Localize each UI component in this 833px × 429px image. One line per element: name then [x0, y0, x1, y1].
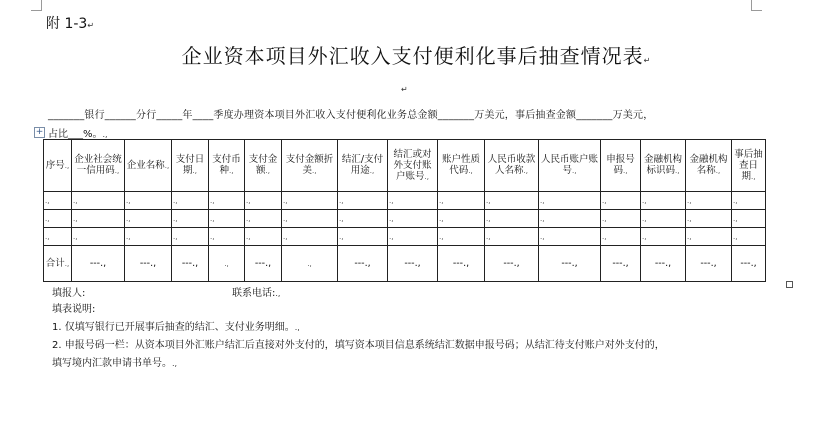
cell-end-mark: ., [642, 196, 647, 205]
total-value: ---., [503, 258, 520, 269]
cell-end-mark: ., [733, 232, 738, 241]
cell-end-mark: ., [114, 167, 120, 175]
header-label: 金融机构名称 [689, 154, 728, 176]
table-cell[interactable] [732, 210, 766, 228]
header-label: 结汇或对外支付账户账号 [393, 148, 432, 182]
cell-end-mark: ., [283, 214, 288, 223]
total-cell[interactable] [388, 246, 438, 282]
table-cell[interactable] [245, 192, 282, 210]
cell-end-mark: ., [283, 196, 288, 205]
header-cell[interactable] [172, 140, 209, 192]
header-label: 人民币账户账号 [540, 154, 598, 176]
cell-end-mark: ., [45, 196, 50, 205]
cell-end-mark: ., [192, 167, 197, 175]
cell-end-mark: ., [715, 167, 721, 175]
cell-end-mark: ., [486, 214, 491, 223]
total-value: ---., [89, 258, 107, 269]
header-label: 序号 [45, 159, 65, 171]
inspection-table [43, 139, 766, 282]
total-value: ., [307, 259, 312, 268]
cell-end-mark: ., [126, 214, 131, 223]
total-value: ---., [452, 258, 470, 269]
total-cell[interactable] [485, 246, 539, 282]
table-cell[interactable] [641, 228, 686, 246]
header-label: 事后抽查日期 [734, 148, 763, 182]
header-label: 账户性质代码 [441, 154, 480, 176]
table-cell[interactable] [388, 228, 438, 246]
instructions-heading: 填表说明: [52, 304, 96, 315]
instruction-note-2: 2. 申报号码一栏：从资本项目外汇账户结汇后直接对外支付的，填写资本项目信息系统结汇数据申报号码；从结汇待支付账户对外支付的， [52, 340, 665, 351]
table-row [44, 192, 766, 210]
cell-end-mark: ., [339, 214, 344, 223]
cell-end-mark: ., [389, 214, 394, 223]
table-cell[interactable] [388, 210, 438, 228]
header-label: 支付金额 [248, 154, 278, 176]
cell-end-mark: ., [540, 214, 545, 223]
cell-end-mark: ., [540, 196, 545, 205]
cell-end-mark: ., [751, 172, 756, 181]
total-cell[interactable] [209, 246, 245, 282]
table-cell[interactable] [172, 228, 209, 246]
table-cell[interactable] [209, 192, 245, 210]
document-title: 企业资本项目外汇收入支付便利化事后抽查情况表↵ [181, 44, 652, 68]
cell-end-mark: ., [675, 167, 680, 175]
table-cell[interactable] [282, 192, 338, 210]
table-cell[interactable] [641, 192, 686, 210]
table-cell[interactable] [245, 210, 282, 228]
filler-row [52, 284, 281, 299]
total-value: ---., [561, 258, 578, 269]
table-header-row [44, 140, 766, 192]
header-label: 支付金额折美 [285, 154, 334, 176]
table-cell[interactable] [44, 228, 72, 246]
cell-end-mark: ., [339, 232, 344, 241]
table-cell[interactable] [686, 228, 732, 246]
table-cell[interactable] [485, 192, 539, 210]
total-row [44, 246, 766, 282]
cell-end-mark: ., [523, 167, 528, 175]
total-value: ---., [354, 258, 371, 269]
total-label: 合计 [45, 257, 65, 269]
cell-end-mark: ., [312, 167, 317, 175]
cell-end-mark: ., [687, 196, 692, 205]
table-cell[interactable] [338, 192, 388, 210]
header-label: 人民币收款人名称 [487, 154, 536, 176]
cell-end-mark: ., [64, 259, 70, 268]
cell-end-mark: ., [246, 232, 251, 241]
cell-end-mark: ., [424, 172, 429, 181]
cell-end-mark: ., [439, 196, 444, 205]
table-cell[interactable] [485, 210, 539, 228]
table-cell[interactable] [245, 228, 282, 246]
summary-line-1: _______银行______分行_____年____季度办理资本项目外汇收入支付便利化业务总金额_______万美元，事后抽查金额_______万美元， [48, 110, 654, 121]
cell-end-mark: ., [389, 196, 394, 205]
table-cell[interactable] [282, 210, 338, 228]
cell-end-mark: ., [439, 232, 444, 241]
cell-end-mark: ., [45, 232, 50, 241]
cell-end-mark: ., [229, 167, 234, 175]
total-cell[interactable] [539, 246, 601, 282]
header-label: 企业社会统一信用码 [74, 154, 122, 176]
cell-end-mark: ., [642, 214, 647, 223]
table-cell[interactable] [388, 192, 438, 210]
cell-end-mark: ., [265, 167, 270, 175]
cell-end-mark: ., [173, 232, 178, 241]
cell-end-mark: ., [73, 214, 78, 223]
table-cell[interactable] [125, 228, 172, 246]
total-cell[interactable] [641, 246, 686, 282]
header-cell[interactable] [44, 140, 72, 192]
table-cell[interactable] [172, 192, 209, 210]
total-cell[interactable] [732, 246, 766, 282]
table-cell[interactable] [209, 210, 245, 228]
table-cell[interactable] [72, 192, 125, 210]
table-cell[interactable] [125, 192, 172, 210]
table-cell[interactable] [172, 210, 209, 228]
total-value: ---., [654, 258, 672, 269]
header-label: 申报号码 [606, 154, 635, 176]
header-cell[interactable] [245, 140, 282, 192]
cell-end-mark: ., [64, 161, 70, 170]
header-label: 结汇/支付用途 [341, 154, 384, 176]
cell-end-mark: ., [210, 232, 215, 241]
total-cell[interactable] [125, 246, 172, 282]
instruction-note-1: 1. 仅填写银行已开展事后抽查的结汇、支付业务明细。., [52, 322, 300, 333]
table-cell[interactable] [686, 192, 732, 210]
cell-end-mark: ., [369, 167, 375, 175]
table-move-handle[interactable]: + [35, 127, 44, 137]
table-cell[interactable] [601, 192, 641, 210]
cell-end-mark: ., [339, 196, 344, 205]
empty-paragraph-mark: ↵ [401, 85, 408, 94]
header-cell[interactable] [641, 140, 686, 192]
header-label: 金融机构标识码 [643, 154, 682, 176]
cell-end-mark: ., [468, 167, 473, 175]
cell-end-mark: ., [73, 196, 78, 205]
cell-end-mark: ., [602, 214, 607, 223]
header-label: 支付日期 [175, 154, 205, 176]
table-cell[interactable] [539, 210, 601, 228]
cell-end-mark: ., [173, 196, 178, 205]
header-cell[interactable] [72, 140, 125, 192]
cell-end-mark: ., [623, 167, 628, 175]
cell-end-mark: ., [389, 232, 394, 241]
total-value: ---., [700, 258, 717, 269]
table-cell[interactable] [732, 228, 766, 246]
header-label: 支付币种 [212, 154, 241, 176]
cell-end-mark: ., [540, 232, 545, 241]
total-cell[interactable] [438, 246, 485, 282]
header-cell[interactable] [732, 140, 766, 192]
cell-end-mark: ., [210, 196, 215, 205]
table-cell[interactable] [601, 228, 641, 246]
phone-label: 联系电话:., [232, 288, 281, 299]
table-row [44, 210, 766, 228]
total-label-cell[interactable] [44, 246, 72, 282]
table-cell[interactable] [438, 210, 485, 228]
total-value: ---., [139, 258, 157, 269]
total-value: ---., [254, 258, 272, 269]
table-cell[interactable] [539, 192, 601, 210]
header-cell[interactable] [438, 140, 485, 192]
cell-end-mark: ., [210, 214, 215, 223]
table-cell[interactable] [72, 210, 125, 228]
cell-end-mark: ., [602, 196, 607, 205]
cell-end-mark: ., [246, 196, 251, 205]
table-cell[interactable] [338, 210, 388, 228]
table-cell[interactable] [438, 192, 485, 210]
cell-end-mark: ., [126, 232, 131, 241]
cell-end-mark: ., [283, 232, 288, 241]
table-cell[interactable] [732, 192, 766, 210]
cell-end-mark: ., [486, 232, 491, 241]
cell-end-mark: ., [733, 196, 738, 205]
cell-end-mark: ., [73, 232, 78, 241]
table-cell[interactable] [686, 210, 732, 228]
cell-end-mark: ., [602, 232, 607, 241]
cell-end-mark: ., [733, 214, 738, 223]
total-cell[interactable] [172, 246, 209, 282]
header-cell[interactable] [686, 140, 732, 192]
cell-end-mark: ., [164, 161, 170, 170]
appendix-label: 附 1-3↵ [46, 16, 95, 32]
table-cell[interactable] [438, 228, 485, 246]
table-cell[interactable] [601, 210, 641, 228]
table-cell[interactable] [44, 192, 72, 210]
summary-line-2: 占比___%。., [48, 129, 108, 140]
table-cell[interactable] [539, 228, 601, 246]
table-cell[interactable] [209, 228, 245, 246]
cell-end-mark: ., [126, 196, 131, 205]
cell-end-mark: ., [687, 214, 692, 223]
header-cell[interactable] [601, 140, 641, 192]
total-cell[interactable] [72, 246, 125, 282]
page-margin-corner-right [751, 0, 762, 11]
cell-end-mark: ., [173, 214, 178, 223]
cell-end-mark: ., [642, 232, 647, 241]
total-value: ., [224, 259, 229, 268]
header-cell[interactable] [485, 140, 539, 192]
filler-label: 填报人: [52, 288, 86, 299]
header-label: 企业名称 [126, 159, 165, 171]
total-cell[interactable] [282, 246, 338, 282]
table-row [44, 228, 766, 246]
header-cell[interactable] [388, 140, 438, 192]
total-cell[interactable] [245, 246, 282, 282]
header-cell[interactable] [209, 140, 245, 192]
total-cell[interactable] [601, 246, 641, 282]
table-cell[interactable] [282, 228, 338, 246]
header-cell[interactable] [338, 140, 388, 192]
instruction-note-2-continued: 填写境内汇款申请书单号。., [52, 358, 178, 369]
total-value: ---., [612, 258, 629, 269]
table-resize-handle[interactable] [786, 281, 793, 288]
table-cell[interactable] [485, 228, 539, 246]
total-cell[interactable] [686, 246, 732, 282]
table-cell[interactable] [338, 228, 388, 246]
header-cell[interactable] [539, 140, 601, 192]
cell-end-mark: ., [486, 196, 491, 205]
total-cell[interactable] [338, 246, 388, 282]
header-cell[interactable] [125, 140, 172, 192]
total-value: ---., [404, 258, 421, 269]
page-margin-corner-left [31, 0, 42, 11]
header-cell[interactable] [282, 140, 338, 192]
table-cell[interactable] [72, 228, 125, 246]
total-value: ---., [740, 258, 757, 269]
cell-end-mark: ., [572, 167, 577, 175]
table-cell[interactable] [641, 210, 686, 228]
cell-end-mark: ., [687, 232, 692, 241]
total-value: ---., [181, 258, 199, 269]
cell-end-mark: ., [45, 214, 50, 223]
cell-end-mark: ., [246, 214, 251, 223]
table-cell[interactable] [125, 210, 172, 228]
table-cell[interactable] [44, 210, 72, 228]
cell-end-mark: ., [439, 214, 444, 223]
